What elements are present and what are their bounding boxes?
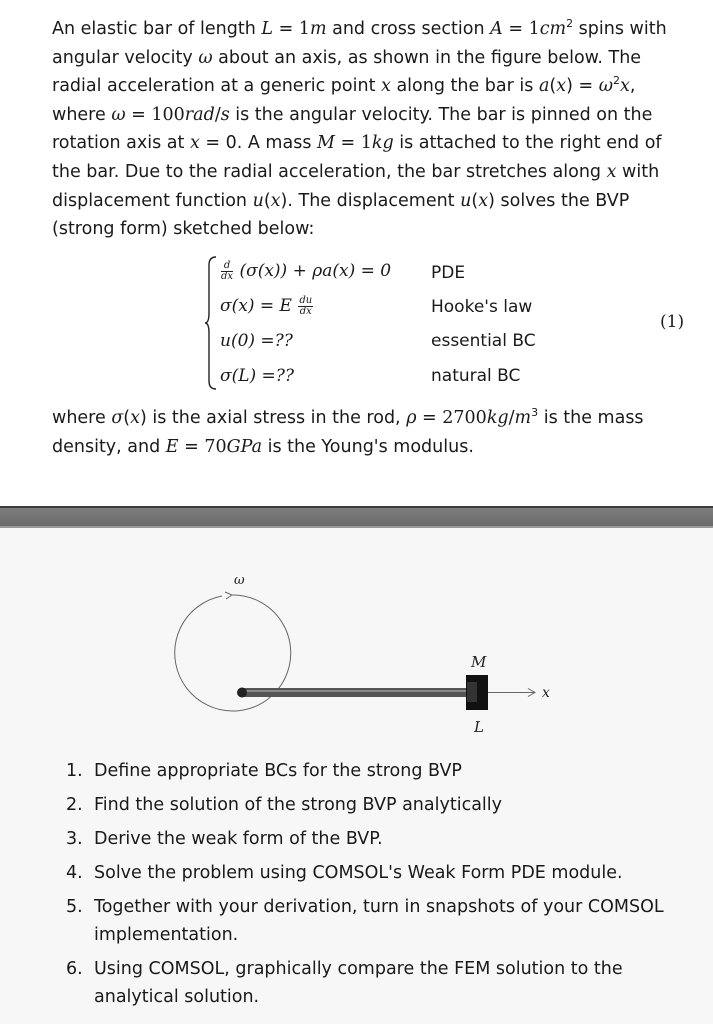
math-symbol: m	[514, 408, 532, 428]
math-symbol: s	[220, 104, 230, 125]
text-run: = 0. A mass	[199, 133, 317, 154]
section-divider	[0, 506, 713, 528]
definitions-paragraph	[52, 404, 682, 461]
text-run: =	[178, 436, 205, 457]
fraction-denominator: dx	[221, 271, 234, 282]
derivative-fraction	[221, 261, 233, 282]
text-run: is the angular velocity. The bar is pinned on the rotation axis at	[52, 104, 653, 154]
mass-label: M	[471, 653, 487, 671]
problem-intro-paragraph	[52, 15, 682, 244]
equation-label-natural-bc: natural BC	[431, 366, 521, 386]
list-item-number: 5.	[66, 897, 83, 917]
equation-label-pde: PDE	[431, 263, 466, 283]
math-symbol: ρ	[406, 408, 417, 428]
text-run: , where	[52, 76, 636, 125]
math-number: 1	[360, 133, 372, 154]
text-run: ) solves the BVP (strong form) sketched below:	[52, 190, 630, 240]
text-run: ) is the axial stress in the rod,	[139, 408, 407, 428]
list-item-text: Solve the problem using COMSOL's Weak Form PDE module.	[94, 863, 623, 883]
math-symbol: rad	[184, 104, 215, 125]
text-run: spins with angular velocity	[52, 19, 667, 68]
list-item-number: 2.	[66, 795, 83, 815]
text-run: An elastic bar of length	[52, 19, 262, 39]
task-list	[66, 757, 686, 1017]
math-number: 2700	[442, 408, 487, 428]
list-item-text: Using COMSOL, graphically compare the FEM solution to the analytical solution.	[94, 959, 623, 1007]
list-item-text: Define appropriate BCs for the strong BVP	[94, 761, 462, 781]
equation-text: (σ(x)) + ρa(x) = 0	[239, 261, 392, 281]
length-label: L	[474, 718, 484, 736]
equation-text: σ(x) = E	[220, 296, 292, 316]
bvp-equation-system	[204, 255, 564, 391]
text-run: with displacement function	[52, 161, 660, 211]
list-item	[66, 859, 686, 887]
equation-pde	[220, 261, 391, 282]
text-run: =	[416, 408, 443, 428]
elastic-bar	[242, 688, 472, 697]
elastic-bar-highlight	[242, 690, 472, 692]
pivot-pin	[237, 688, 247, 698]
text-run: /	[508, 408, 515, 428]
text-run: (	[549, 76, 557, 97]
text-run: along the bar is	[390, 76, 539, 97]
text-run: (	[123, 408, 131, 428]
fraction-numerator: d	[221, 261, 233, 272]
rotation-arrow-icon	[225, 592, 232, 599]
text-run: (	[471, 190, 479, 211]
end-mass-inset	[467, 682, 477, 702]
text-run: (	[263, 190, 271, 211]
text-run: =	[273, 19, 299, 39]
list-item	[66, 757, 686, 785]
text-run: is the mass density, and	[52, 408, 644, 457]
text-run: about an axis, as shown in the figure below. The radial acceleration at a generic point	[52, 47, 642, 97]
math-symbol: x	[270, 190, 281, 211]
list-item	[66, 955, 686, 1011]
math-symbol: ω	[111, 104, 126, 125]
text-run: and cross section	[326, 19, 491, 39]
text-run: =	[125, 104, 152, 125]
list-item-number: 4.	[66, 863, 83, 883]
math-number: 100	[151, 104, 185, 125]
left-brace	[204, 255, 218, 391]
math-number: 1	[528, 19, 540, 39]
superscript: 2	[566, 17, 574, 31]
list-item-number: 3.	[66, 829, 83, 849]
list-item	[66, 825, 686, 853]
superscript: 2	[612, 74, 620, 88]
omega-label: ω	[234, 573, 245, 588]
list-item-number: 1.	[66, 761, 83, 781]
math-symbol: x	[189, 133, 200, 154]
text-run: where	[52, 408, 112, 428]
math-symbol: u	[252, 190, 264, 211]
text-run: /	[214, 104, 221, 125]
equation-natural-bc: σ(L) =??	[220, 366, 295, 386]
fraction-numerator: du	[299, 295, 313, 306]
math-symbol: ω	[598, 76, 613, 97]
tasks-panel	[0, 528, 713, 1024]
list-item-text: Find the solution of the strong BVP analytically	[94, 795, 502, 815]
math-symbol: u	[460, 190, 472, 211]
math-symbol: GPa	[226, 436, 263, 457]
math-symbol: M	[317, 133, 335, 154]
text-run: ) =	[566, 76, 599, 97]
equation-label-hookes-law: Hooke's law	[431, 297, 533, 317]
math-symbol: E	[165, 436, 179, 457]
math-symbol: x	[478, 190, 489, 211]
list-item-text: Derive the weak form of the BVP.	[94, 829, 383, 849]
text-run: ). The displacement	[280, 190, 461, 211]
equation-essential-bc: u(0) =??	[220, 331, 293, 351]
list-item	[66, 893, 686, 949]
text-run: is attached to the right end of the bar. Due to the radial acceleration, the bar stretches along	[52, 133, 662, 182]
math-symbol: L	[261, 19, 273, 39]
problem-statement-panel	[0, 0, 713, 506]
spinning-bar-diagram	[170, 568, 590, 736]
math-symbol: kg	[486, 408, 509, 428]
text-run: =	[502, 19, 529, 39]
math-symbol: x	[619, 76, 630, 97]
math-symbol: x	[381, 76, 391, 97]
math-symbol: A	[490, 19, 503, 39]
math-symbol: a	[538, 76, 550, 97]
math-symbol: m	[309, 19, 327, 39]
equation-number: (1)	[660, 312, 685, 332]
equation-hookes-law	[220, 296, 314, 317]
math-symbol: σ	[111, 408, 124, 428]
math-number: 1	[298, 19, 310, 39]
equation-label-essential-bc: essential BC	[431, 331, 536, 351]
list-item	[66, 791, 686, 819]
text-run: is the Young's modulus.	[262, 436, 474, 457]
math-number: 70	[204, 436, 227, 457]
superscript: 3	[531, 406, 539, 420]
derivative-fraction	[298, 296, 313, 317]
list-item-number: 6.	[66, 959, 83, 979]
math-symbol: kg	[371, 133, 394, 154]
math-symbol: cm	[539, 19, 567, 39]
math-symbol: x	[606, 161, 617, 182]
fraction-denominator: dx	[299, 306, 312, 317]
math-symbol: x	[556, 76, 567, 97]
list-item-text: Together with your derivation, turn in snapshots of your COMSOL implementation.	[94, 897, 664, 945]
x-axis-label: x	[542, 685, 550, 701]
text-run: =	[334, 133, 361, 154]
math-symbol: ω	[198, 47, 213, 68]
math-symbol: x	[130, 408, 140, 428]
